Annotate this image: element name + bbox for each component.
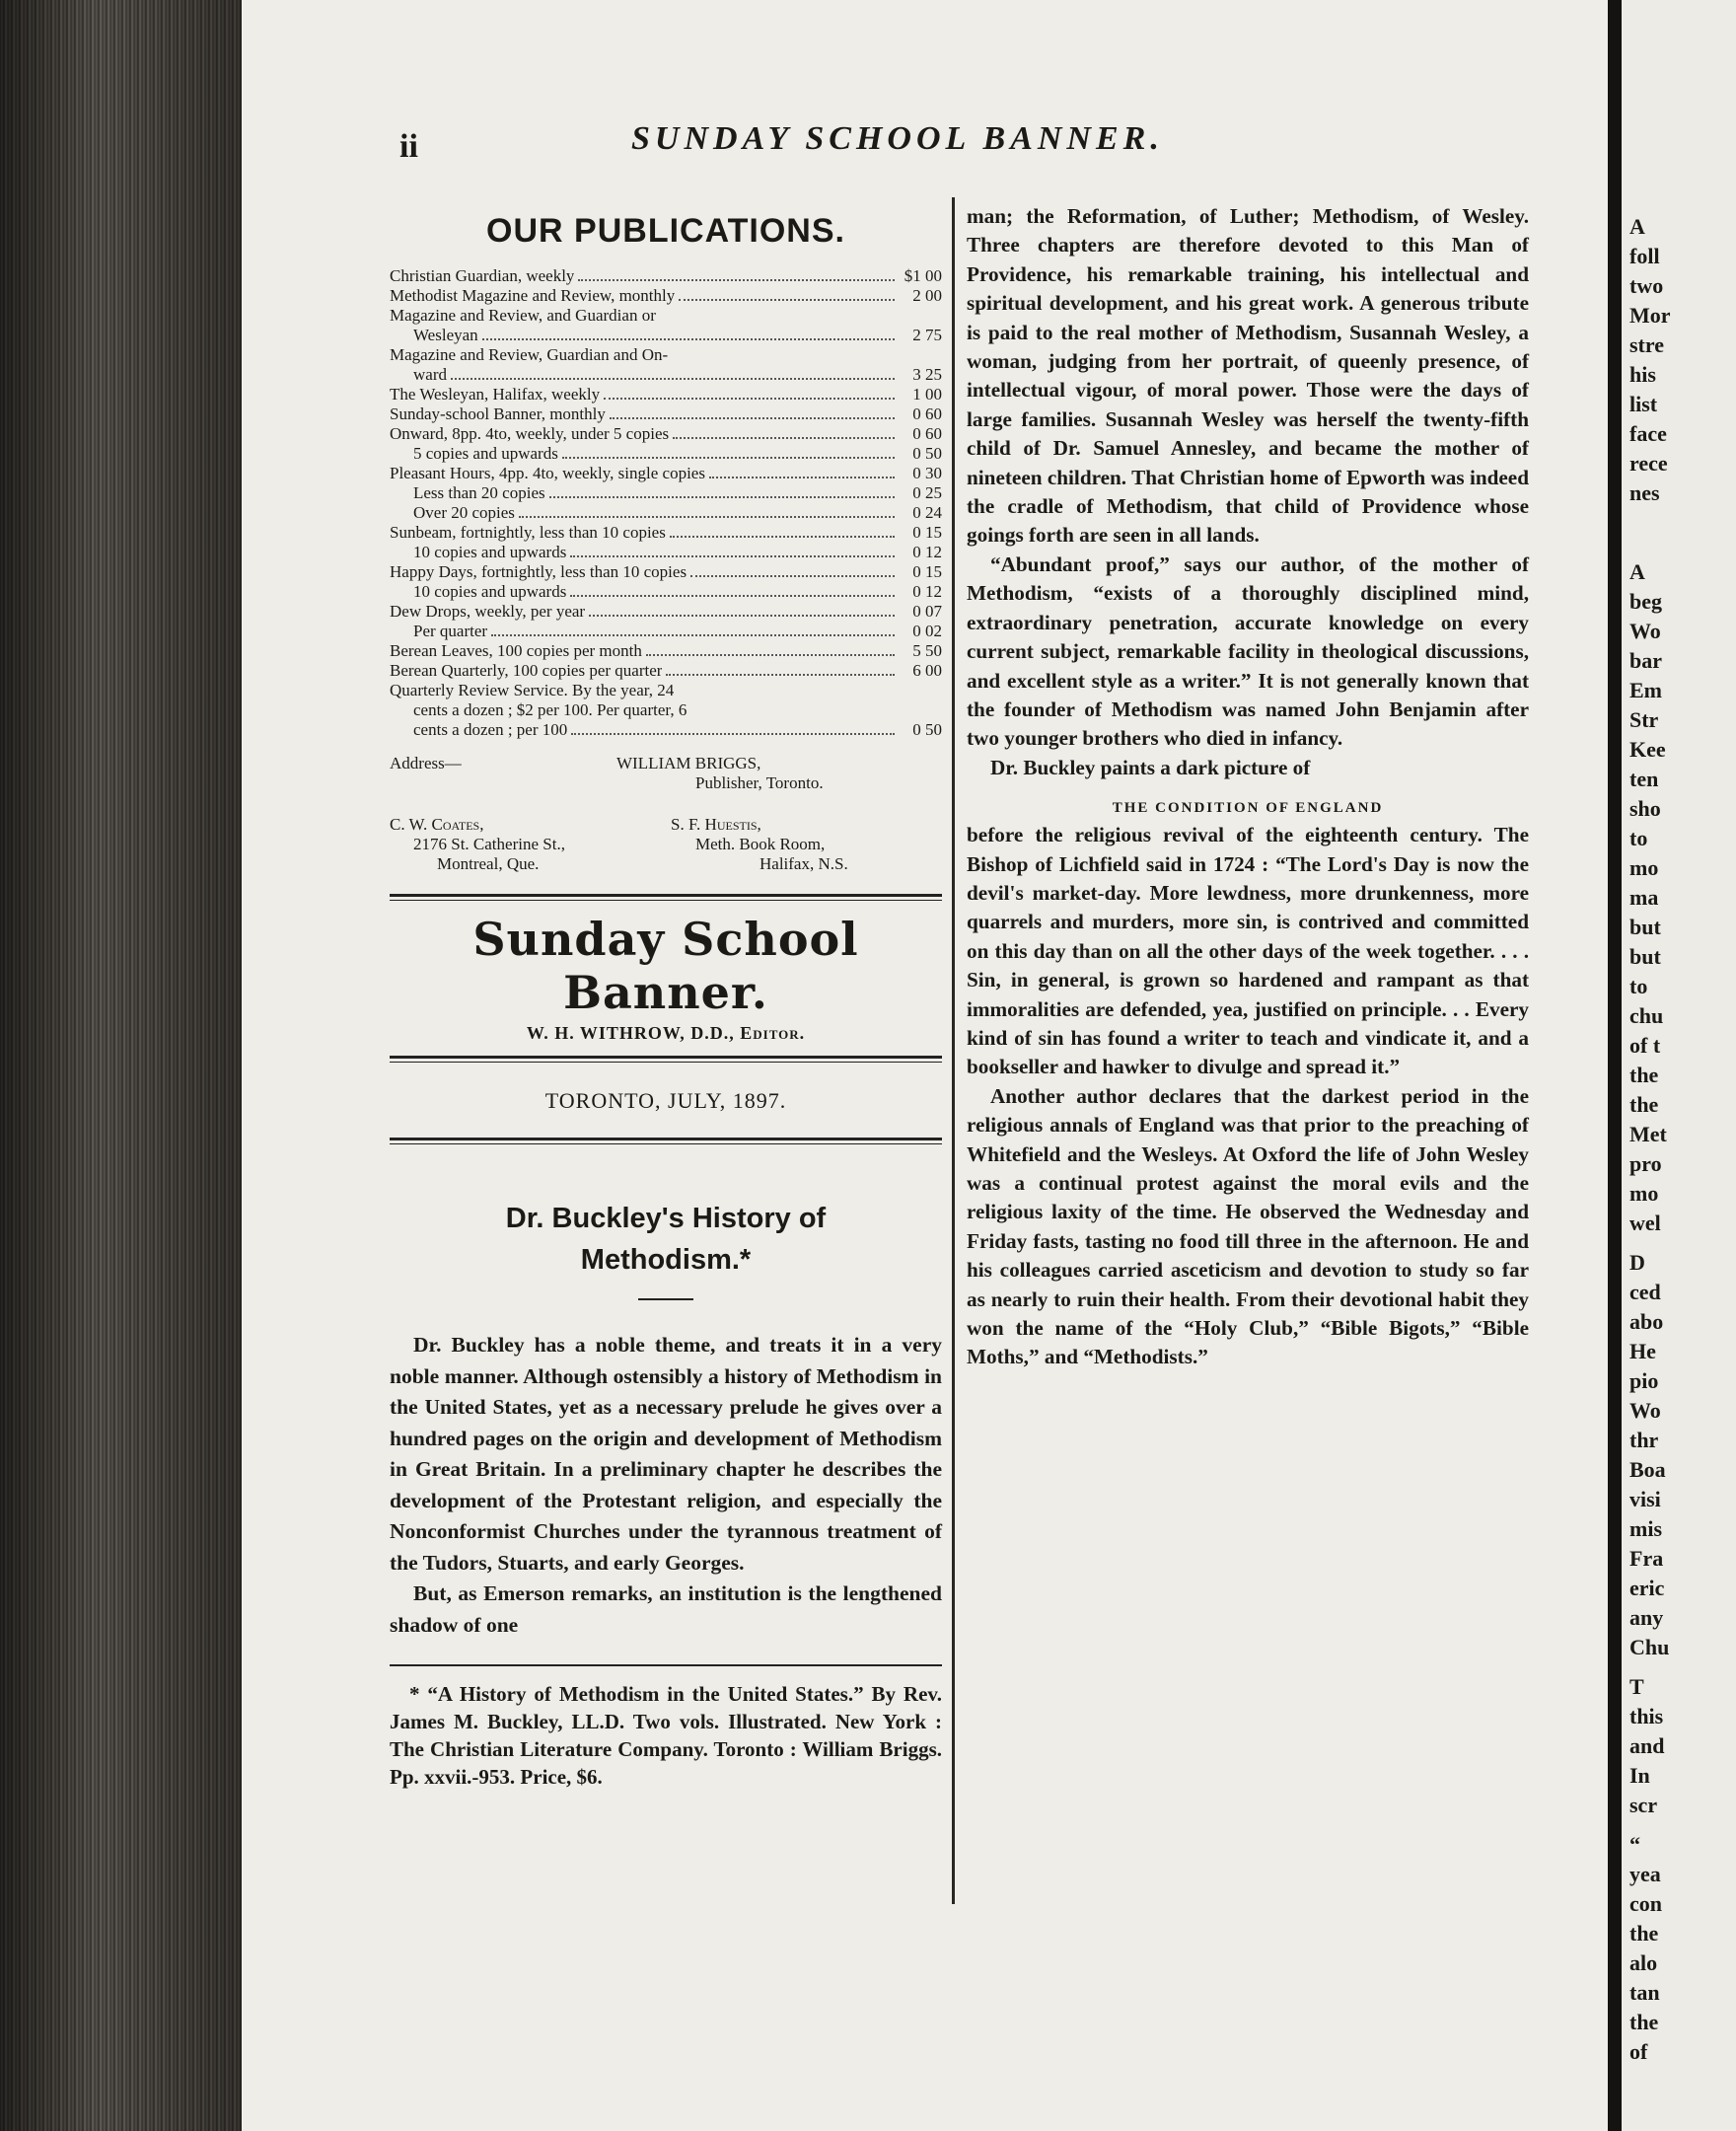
publication-row xyxy=(390,365,942,385)
address-block xyxy=(390,754,942,882)
publication-row xyxy=(390,286,942,306)
publication-price: 0 50 xyxy=(912,720,942,739)
publication-price: 0 30 xyxy=(912,464,942,482)
next-page-fragment: of xyxy=(1629,2039,1648,2064)
paragraph: But, as Emerson remarks, an institution is the lengthened shadow of one xyxy=(390,1581,942,1637)
publication-name: Wesleyan xyxy=(413,326,478,344)
agent-montreal-name: C. W. Coates, xyxy=(390,815,484,834)
leader-dots xyxy=(589,615,895,617)
next-page-edge xyxy=(1622,0,1736,2131)
masthead-title: Sunday School Banner. xyxy=(472,913,859,1019)
next-page-fragment: any xyxy=(1629,1605,1664,1630)
next-page-fragment: A xyxy=(1629,559,1645,584)
next-page-fragment: Kee xyxy=(1629,737,1666,762)
column-rule xyxy=(952,197,955,1904)
publication-name: Berean Leaves, 100 copies per month xyxy=(390,641,642,660)
publication-name: Less than 20 copies xyxy=(413,483,545,502)
publication-price: 3 25 xyxy=(912,365,942,384)
publication-name: Per quarter xyxy=(413,622,488,640)
leader-dots xyxy=(673,437,895,439)
publication-price: 0 15 xyxy=(912,562,942,581)
next-page-fragment: eric xyxy=(1629,1576,1665,1600)
next-page-fragment: beg xyxy=(1629,589,1662,614)
publications-list xyxy=(390,266,942,740)
next-page-fragment: pio xyxy=(1629,1368,1659,1393)
right-column xyxy=(967,202,1529,1372)
leader-dots xyxy=(709,477,895,478)
next-page-fragment: two xyxy=(1629,273,1664,298)
next-page-fragment: the xyxy=(1629,1063,1659,1087)
leader-dots xyxy=(666,674,895,676)
article-title-line: Dr. Buckley's History of xyxy=(505,1203,827,1234)
agent-montreal-city: Montreal, Que. xyxy=(437,854,540,873)
leader-dots xyxy=(679,299,895,301)
leader-dots xyxy=(491,634,895,636)
next-page-fragment: sho xyxy=(1629,796,1661,821)
paragraph: before the religious revival of the eighteenth century. The Bishop of Lichfield said in 1724 : “The Lord's Day is now the devil's market-day. More lewdness, more drunkenness, more quarrels and murders, more sin, is contrived and committed on this day than on all the other days of the week together. . . . Sin, in general, is grown so hardened and rampant as that immoralities are defended, yea, justified on principle. . . Every kind of sin has found a writer to teach and vindicate it, and a bookseller and hawker to divulge and spread it.” xyxy=(967,823,1529,1079)
next-page-fragment: this xyxy=(1629,1704,1664,1728)
next-page-fragment: to xyxy=(1629,974,1648,998)
next-page-fragment: Met xyxy=(1629,1122,1667,1146)
leader-dots xyxy=(610,417,895,419)
publications-heading: OUR PUBLICATIONS. xyxy=(486,212,845,250)
publication-price: 1 00 xyxy=(912,385,942,404)
publication-name: Dew Drops, weekly, per year xyxy=(390,602,586,621)
next-page-fragment: to xyxy=(1629,826,1648,850)
publication-price: 0 07 xyxy=(912,602,942,621)
publication-row xyxy=(390,266,942,286)
agent-halifax-street: Meth. Book Room, xyxy=(695,835,826,853)
page-number: ii xyxy=(399,128,418,165)
next-page-fragment: Mor xyxy=(1629,303,1671,328)
article-body-left xyxy=(390,1330,942,1641)
next-page-fragment: D xyxy=(1629,1250,1645,1275)
publication-row xyxy=(390,543,942,562)
next-page-fragment: “ xyxy=(1629,1832,1640,1857)
leader-dots xyxy=(570,595,895,597)
leader-dots xyxy=(646,654,895,656)
publication-row xyxy=(390,424,942,444)
next-page-fragment: In xyxy=(1629,1763,1650,1788)
next-page-fragment: the xyxy=(1629,1092,1659,1117)
next-page-fragment: Wo xyxy=(1629,619,1661,643)
publication-row xyxy=(390,306,942,326)
gutter xyxy=(1608,0,1622,2131)
publication-name: Berean Quarterly, 100 copies per quarter xyxy=(390,661,663,680)
publication-price: 0 15 xyxy=(912,523,942,542)
publication-price: 0 12 xyxy=(912,543,942,561)
publication-row xyxy=(390,483,942,503)
double-rule xyxy=(390,1138,942,1144)
publication-name: Quarterly Review Service. By the year, 24 xyxy=(390,681,675,699)
publication-price: 6 00 xyxy=(912,661,942,680)
next-page-fragment: abo xyxy=(1629,1309,1664,1334)
book-edge xyxy=(0,0,242,2131)
next-page-fragment: the xyxy=(1629,1921,1659,1946)
publication-row xyxy=(390,404,942,424)
publication-price: 0 25 xyxy=(912,483,942,502)
publication-row xyxy=(390,385,942,404)
next-page-fragment: Str xyxy=(1629,707,1659,732)
publication-name: The Wesleyan, Halifax, weekly xyxy=(390,385,601,404)
next-page-fragment: chu xyxy=(1629,1003,1664,1028)
next-page-fragment: Em xyxy=(1629,678,1662,702)
publication-row xyxy=(390,464,942,483)
agent-halifax-name: S. F. Huestis, xyxy=(671,815,761,834)
next-page-fragment: Chu xyxy=(1629,1635,1670,1659)
publication-name: cents a dozen ; $2 per 100. Per quarter, 6 xyxy=(413,700,687,719)
publication-price: 0 12 xyxy=(912,582,942,601)
publication-price: 0 02 xyxy=(912,622,942,640)
publication-price: 2 75 xyxy=(912,326,942,344)
address-label: Address— xyxy=(390,754,462,772)
publication-row xyxy=(390,720,942,740)
publication-row xyxy=(390,582,942,602)
publication-price: 0 60 xyxy=(912,404,942,423)
paragraph: man; the Reformation, of Luther; Methodism, of Wesley. Three chapters are therefore devoted to this Man of Providence, his remarkable training, his intellectual and spiritual development, and his great work. A generous tribute is paid to the real mother of Methodism, Susannah Wesley, a woman, judging from her portrait, of queenly presence, of intellectual vigour, of moral power. Those were the days of large families. Susannah Wesley was herself the twenty-fifth child of Dr. Samuel Annesley, and became the mother of nineteen children. That Christian home of Epworth was indeed the cradle of Methodism, that child of Providence whose goings forth are seen in all lands. xyxy=(967,204,1529,548)
publication-name: Methodist Magazine and Review, monthly xyxy=(390,286,676,305)
leader-dots xyxy=(562,457,895,459)
next-page-fragment: his xyxy=(1629,362,1656,387)
next-page-fragment: mo xyxy=(1629,855,1659,880)
article-body-right xyxy=(967,202,1529,782)
leader-dots xyxy=(482,338,895,340)
next-page-fragment: ten xyxy=(1629,767,1659,791)
running-title: SUNDAY SCHOOL BANNER. xyxy=(631,120,1164,157)
next-page-fragment: scr xyxy=(1629,1793,1658,1817)
article-title xyxy=(390,1198,942,1281)
publication-price: 0 50 xyxy=(912,444,942,463)
next-page-fragment: rece xyxy=(1629,451,1668,476)
leader-dots xyxy=(571,733,895,735)
next-page-fragment: A xyxy=(1629,214,1645,239)
masthead-editor: W. H. WITHROW, D.D., Editor. xyxy=(526,1023,806,1043)
double-rule xyxy=(390,894,942,901)
next-page-fragment: of t xyxy=(1629,1033,1661,1058)
next-page-fragment: and xyxy=(1629,1733,1665,1758)
publication-name: 5 copies and upwards xyxy=(413,444,558,463)
agent-montreal-street: 2176 St. Catherine St., xyxy=(413,835,565,853)
leader-dots xyxy=(519,516,895,518)
publication-name: ward xyxy=(413,365,447,384)
next-page-fragment: Boa xyxy=(1629,1457,1666,1482)
next-page-fragment: list xyxy=(1629,392,1658,416)
next-page-fragment: nes xyxy=(1629,480,1660,505)
publication-name: Happy Days, fortnightly, less than 10 copies xyxy=(390,562,687,581)
publication-row xyxy=(390,661,942,681)
paragraph: Dr. Buckley paints a dark picture of xyxy=(990,755,1311,779)
publication-row xyxy=(390,641,942,661)
leader-dots xyxy=(604,398,895,400)
next-page-fragment: ced xyxy=(1629,1280,1661,1304)
next-page-fragment: wel xyxy=(1629,1211,1661,1235)
next-page-fragment: the xyxy=(1629,2010,1659,2034)
double-rule xyxy=(390,1056,942,1063)
publisher-role: Publisher, Toronto. xyxy=(695,773,824,792)
next-page-fragment: foll xyxy=(1629,244,1660,268)
publication-row xyxy=(390,503,942,523)
publication-name: Pleasant Hours, 4pp. 4to, weekly, single copies xyxy=(390,464,705,482)
next-page-fragment: mo xyxy=(1629,1181,1659,1206)
publication-row xyxy=(390,345,942,365)
publication-name: 10 copies and upwards xyxy=(413,582,567,601)
next-page-fragment: ma xyxy=(1629,885,1659,910)
article-title-line: Methodism.* xyxy=(580,1244,752,1276)
next-page-fragment: mis xyxy=(1629,1516,1662,1541)
article-body-right-cont xyxy=(967,821,1529,1372)
publication-name: Onward, 8pp. 4to, weekly, under 5 copies xyxy=(390,424,670,443)
publication-price: 2 00 xyxy=(912,286,942,305)
paragraph: Another author declares that the darkest period in the religious annals of England was that prior to the preaching of Whitefield and the Wesleys. At Oxford the life of John Wesley was a continual protest against the moral evils and the religious laxity of the time. He observed the Wednesday and Friday fasts, tasting no food till three in the afternoon. He and his colleagues carried asceticism and devotion to study so far as nearly to ruin their health. From their devotional habit they won the name of the “Holy Club,” “Bible Bigots,” “Bible Moths,” and “Methodists.” xyxy=(967,1083,1529,1369)
publication-name: Magazine and Review, Guardian and On- xyxy=(390,345,669,364)
publication-price: $1 00 xyxy=(904,266,942,285)
next-page-fragment: alo xyxy=(1629,1950,1658,1975)
subheading: THE CONDITION OF ENGLAND xyxy=(1112,800,1384,817)
leader-dots xyxy=(690,575,895,577)
publication-row xyxy=(390,681,942,700)
publication-row xyxy=(390,700,942,720)
leader-dots xyxy=(549,496,895,498)
leader-dots xyxy=(578,279,895,281)
next-page-fragment: con xyxy=(1629,1891,1662,1916)
next-page-fragment: visi xyxy=(1629,1487,1661,1511)
paragraph: Dr. Buckley has a noble theme, and treats it in a very noble manner. Although ostensibly a history of Methodism in the United States, yet as a necessary prelude he gives over a hundred pages on the origin and development of Methodism in Great Britain. In a preliminary chapter he describes the development of the Protestant religion, and especially the Nonconformist Churches under the tyrannous treatment of the Tudors, Stuarts, and early Georges. xyxy=(390,1333,942,1575)
publication-name: cents a dozen ; per 100 xyxy=(413,720,568,739)
left-column xyxy=(390,202,942,1791)
next-page-fragment: yea xyxy=(1629,1862,1661,1886)
next-page-fragment: He xyxy=(1629,1339,1656,1363)
publication-name: Over 20 copies xyxy=(413,503,515,522)
publisher-name: WILLIAM BRIGGS, xyxy=(616,754,761,772)
next-page-fragment: but xyxy=(1629,944,1661,969)
publication-row xyxy=(390,444,942,464)
next-page-fragment: stre xyxy=(1629,332,1665,357)
next-page-fragment: T xyxy=(1629,1674,1644,1699)
footnote: * “A History of Methodism in the United States.” By Rev. James M. Buckley, LL.D. Two vols. Illustrated. New York : The Christian Literature Company. Toronto : William Briggs. Pp. xxvii.-953. Price, $6. xyxy=(390,1682,942,1789)
publication-name: Sunbeam, fortnightly, less than 10 copies xyxy=(390,523,666,542)
leader-dots xyxy=(670,536,895,538)
leader-dots xyxy=(451,378,895,380)
dateline: TORONTO, JULY, 1897. xyxy=(544,1088,787,1113)
next-page-fragment: face xyxy=(1629,421,1667,446)
publication-name: Sunday-school Banner, monthly xyxy=(390,404,606,423)
title-rule xyxy=(638,1298,693,1300)
next-page-fragment: bar xyxy=(1629,648,1662,673)
publication-row xyxy=(390,326,942,345)
publication-row xyxy=(390,602,942,622)
publication-price: 5 50 xyxy=(912,641,942,660)
publication-row xyxy=(390,622,942,641)
publication-row xyxy=(390,562,942,582)
next-page-fragment: Fra xyxy=(1629,1546,1664,1571)
publication-name: Magazine and Review, and Guardian or xyxy=(390,306,656,325)
next-page-fragment: pro xyxy=(1629,1151,1662,1176)
publication-price: 0 24 xyxy=(912,503,942,522)
publication-name: Christian Guardian, weekly xyxy=(390,266,575,285)
publication-row xyxy=(390,523,942,543)
leader-dots xyxy=(570,555,895,557)
publication-name: 10 copies and upwards xyxy=(413,543,567,561)
next-page-fragment: but xyxy=(1629,915,1661,939)
next-page-fragment: Wo xyxy=(1629,1398,1661,1423)
footnote-rule xyxy=(390,1664,942,1666)
publication-price: 0 60 xyxy=(912,424,942,443)
paragraph: “Abundant proof,” says our author, of the mother of Methodism, “exists of a thoroughly disciplined mind, extraordinary penetration, accurate knowledge on every current subject, remarkable facility in theological discussions, and excellent style as a writer.” It is not generally known that the founder of Methodism was named John Benjamin after two younger brothers who died in infancy. xyxy=(967,551,1529,751)
next-page-fragment: thr xyxy=(1629,1428,1659,1452)
agent-halifax-city: Halifax, N.S. xyxy=(760,854,848,873)
next-page-fragment: tan xyxy=(1629,1980,1660,2005)
